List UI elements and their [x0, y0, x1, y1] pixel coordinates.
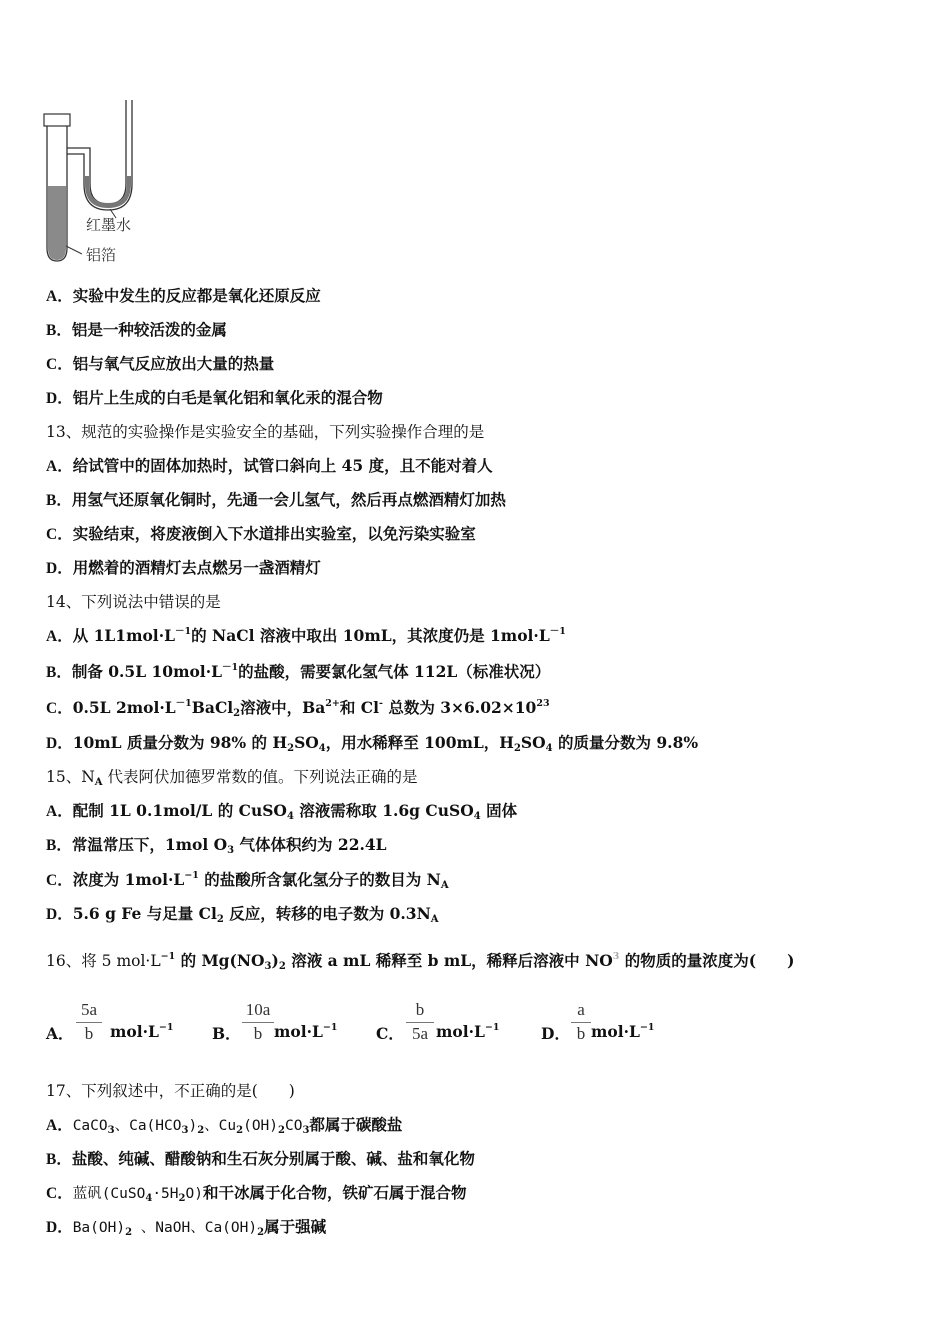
q17-option-b: B．盐酸、纯碱、醋酸钠和生石灰分别属于酸、碱、盐和氧化物: [46, 1149, 475, 1168]
q17-option-a: A．CaCO$_3$、$Ca(HCO_3)_2$、$Cu_2(OH)_2CO_3$都属于碳酸盐: [46, 1115, 403, 1136]
q15-option-b: B．常温常压下，1mol $O_3$ 气体体积约为 22.4L: [46, 835, 387, 856]
apparatus-figure: [38, 96, 158, 271]
q16-stem: 16、将 5 $mol\cdot L^{-1}$ 的 $Mg(NO_3)_2$ 溶液 a mL 稀释至 b mL，稀释后溶液中 $NO^3$ 的物质的量浓度为( ): [46, 951, 795, 972]
q16-option-a: A． 5a b $mol\cdot L^{-1}$: [46, 1000, 174, 1043]
q13-option-b: B．用氢气还原氧化铜时，先通一会儿氢气，然后再点燃酒精灯加热: [46, 490, 506, 509]
q13-option-d: D．用燃着的酒精灯去点燃另一盏酒精灯: [46, 558, 321, 577]
q12-option-a: A．实验中发生的反应都是氧化还原反应: [46, 286, 321, 305]
q17-stem: 17、下列叙述中，不正确的是( ): [46, 1082, 295, 1100]
q15-option-a: A．配制 1L 0.1mol/L 的 CuSO$_4$ 溶液需称取 1.6g CuSO$_4$ 固体: [46, 801, 518, 822]
q16-option-b: B． 10a b $mol\cdot L^{-1}$: [212, 1000, 338, 1043]
q14-option-b: B．制备 0.5L $10mol\cdot L^{-1}$的盐酸，需要氯化氢气体 112L（标准状况）: [46, 662, 551, 681]
q15-option-d: D．5.6 g Fe 与足量 $Cl_2$ 反应，转移的电子数为 $0.3N_A$: [46, 904, 439, 925]
label-aluminum-foil: 铝箔: [86, 246, 117, 264]
q17-option-d: D．$Ba(OH)_2$ 、NaOH、$Ca(OH)_2$属于强碱: [46, 1217, 327, 1238]
q16-option-d: D． a b $mol\cdot L^{-1}$: [541, 1000, 655, 1043]
q13-stem: 13、规范的实验操作是实验安全的基础，下列实验操作合理的是: [46, 423, 485, 441]
q14-option-d: D．10mL 质量分数为 98% 的 $H_2SO_4$，用水稀释至 100mL，$H_2SO_4$ 的质量分数为 9.8%: [46, 733, 699, 754]
q15-option-c: C．浓度为 $1mol\cdot L^{-1}$ 的盐酸所含氯化氢分子的数目为 $N_A$: [46, 870, 449, 891]
q15-stem: 15、$N_A$ 代表阿伏加德罗常数的值。下列说法正确的是: [46, 768, 418, 788]
q14-stem: 14、下列说法中错误的是: [46, 593, 221, 611]
q16-option-c: C． b 5a $mol\cdot L^{-1}$: [376, 1000, 500, 1043]
label-red-ink: 红墨水: [86, 216, 132, 234]
q12-option-b: B．铝是一种较活泼的金属: [46, 320, 227, 339]
q13-option-a: A．给试管中的固体加热时，试管口斜向上 45 度，且不能对着人: [46, 456, 493, 475]
q16-options: [46, 1000, 746, 1048]
q13-option-c: C．实验结束，将废液倒入下水道排出实验室，以免污染实验室: [46, 524, 476, 543]
q14-option-c: C．0.5L $2mol\cdot L^{-1}BaCl_2$溶液中，$Ba^{2+}$和 Cl- 总数为 $3\times 6.02\times 10^{23}$: [46, 698, 550, 719]
q17-option-c: C．蓝矾$(CuSO_4\cdot 5H_2O)$和干冰属于化合物，铁矿石属于混合物: [46, 1183, 467, 1204]
q14-option-a: A．从 $1L1mol\cdot L^{-1}$的 NaCl 溶液中取出 10mL，其浓度仍是 $1mol\cdot L^{-1}$: [46, 626, 566, 645]
q12-option-d: D．铝片上生成的白毛是氧化铝和氧化汞的混合物: [46, 388, 383, 407]
q12-option-c: C．铝与氧气反应放出大量的热量: [46, 354, 275, 373]
